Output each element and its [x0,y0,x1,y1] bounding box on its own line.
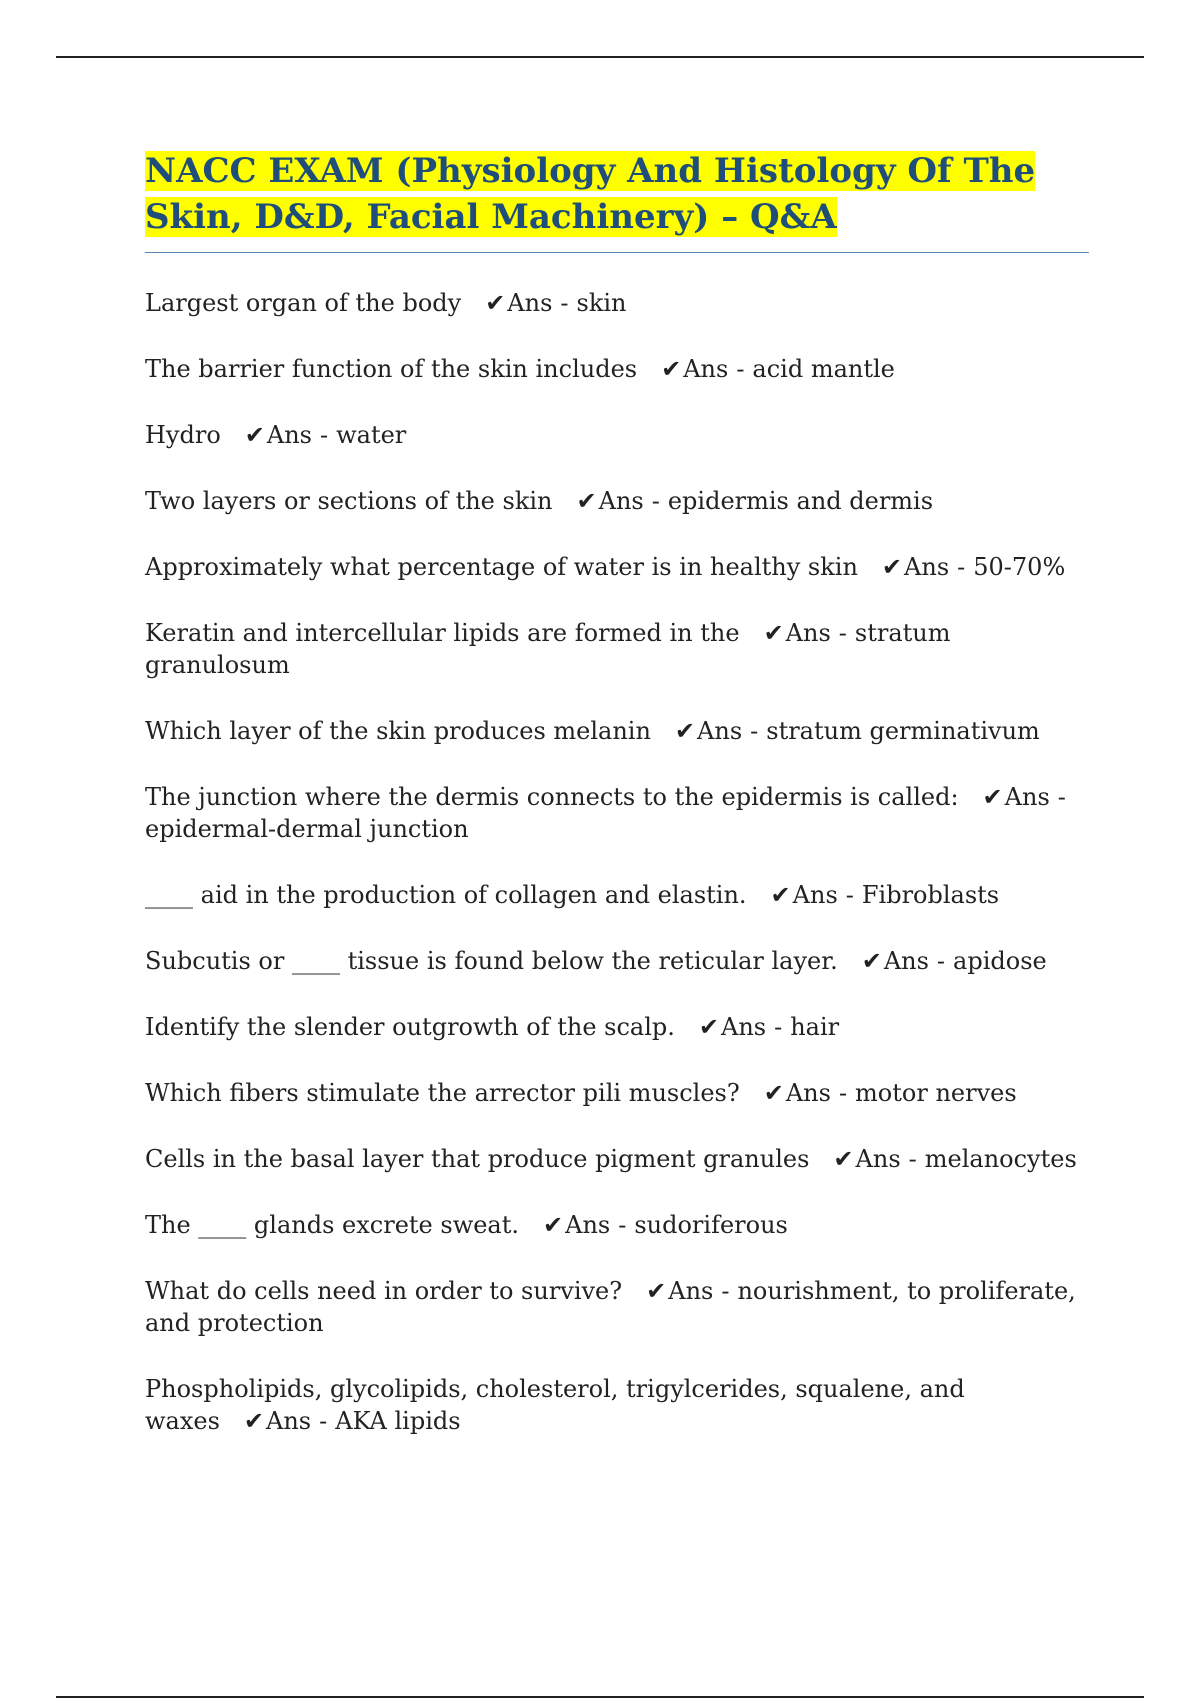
answer-separator: - [560,289,569,317]
qa-item [145,715,1089,747]
qa-item [145,551,1089,583]
checkmark-icon: ✔ [763,1079,784,1107]
answer-label: Ans [266,421,312,449]
checkmark-icon: ✔ [881,553,903,581]
question-text: Subcutis or ____ tissue is found below the reticular layer. [145,947,838,975]
answer-label: Ans [266,1407,312,1435]
answer-label: Ans [697,717,743,745]
question-text: Two layers or sections of the skin [145,487,553,515]
answer-label: Ans [904,553,950,581]
question-text: Largest organ of the body [145,289,462,317]
answer-separator: - [319,1407,328,1435]
question-text: Approximately what percentage of water is in healthy skin [145,553,858,581]
question-text: What do cells need in order to survive? [145,1277,623,1305]
qa-item [145,1209,1089,1241]
answer-text: skin [576,289,627,317]
title-highlight: NACC EXAM (Physiology And Histology Of The Skin, D&D, Facial Machinery) – Q&A [145,151,1036,237]
answer-text: melanocytes [924,1145,1077,1173]
answer-separator: - [736,355,745,383]
question-text: Which fibers stimulate the arrector pili muscles? [145,1079,740,1107]
question-text: Cells in the basal layer that produce pigment granules [145,1145,810,1173]
checkmark-icon: ✔ [244,421,265,449]
answer-label: Ans [855,1145,901,1173]
checkmark-icon: ✔ [770,881,791,909]
answer-separator: - [908,1145,917,1173]
question-text: The barrier function of the skin includes [145,355,638,383]
checkmark-icon: ✔ [543,1211,564,1239]
qa-item [145,879,1089,911]
answer-text: motor nerves [855,1079,1017,1107]
qa-item [145,287,1089,319]
answer-separator: - [774,1013,783,1041]
question-text: The ____ glands excrete sweat. [145,1211,520,1239]
answer-label: Ans [883,947,929,975]
checkmark-icon: ✔ [661,355,682,383]
answer-label: Ans [668,1277,714,1305]
qa-item [145,945,1089,977]
answer-label: Ans [721,1013,767,1041]
answer-text: acid mantle [752,355,895,383]
qa-item [145,1011,1089,1043]
answer-label: Ans [785,619,831,647]
answer-text: epidermal-dermal junction [145,815,469,843]
answer-label: Ans [1004,783,1050,811]
checkmark-icon: ✔ [576,487,597,515]
question-text: ____ aid in the production of collagen and elastin. [145,881,747,909]
qa-item [145,1373,1089,1437]
checkmark-icon: ✔ [982,783,1003,811]
checkmark-icon: ✔ [485,289,506,317]
answer-text: sudoriferous [634,1211,788,1239]
checkmark-icon: ✔ [646,1277,667,1305]
answer-text: water [336,421,407,449]
question-text: Which layer of the skin produces melanin [145,717,651,745]
answer-label: Ans [565,1211,611,1239]
answer-separator: - [721,1277,730,1305]
answer-text: Fibroblasts [861,881,1000,909]
answer-separator: - [936,947,946,975]
top-page-rule [56,56,1144,58]
qa-item [145,1143,1089,1175]
answer-text: hair [790,1013,840,1041]
answer-text: AKA lipids [335,1407,461,1435]
checkmark-icon: ✔ [861,947,882,975]
question-text: Phospholipids, glycolipids, cholesterol, trigylcerides, squalene, and waxes [145,1375,965,1435]
question-text: Identify the slender outgrowth of the scalp. [145,1013,675,1041]
qa-list [145,287,1089,1437]
qa-item [145,1077,1089,1109]
qa-item [145,353,1089,385]
answer-text: nourishment, to proliferate, and protection [145,1277,1076,1337]
title-underline [145,252,1089,253]
question-text: The junction where the dermis connects to the epidermis is called: [145,783,959,811]
checkmark-icon: ✔ [243,1407,265,1435]
answer-separator: - [618,1211,627,1239]
answer-separator: - [838,619,847,647]
checkmark-icon: ✔ [674,717,696,745]
answer-label: Ans [792,881,838,909]
answer-label: Ans [507,289,553,317]
question-text: Keratin and intercellular lipids are formed in the [145,619,740,647]
answer-label: Ans [598,487,644,515]
answer-separator: - [845,881,854,909]
answer-separator: - [320,421,329,449]
answer-separator: - [750,717,759,745]
qa-item [145,617,1089,681]
qa-item [145,1275,1089,1339]
document-body [145,148,1089,1471]
answer-label: Ans [785,1079,831,1107]
answer-text: 50-70% [973,553,1066,581]
qa-item [145,485,1089,517]
question-text: Hydro [145,421,221,449]
qa-item [145,419,1089,451]
qa-item [145,781,1089,845]
answer-text: stratum germinativum [766,717,1040,745]
document-title [145,148,1089,240]
bottom-page-rule [56,1696,1144,1698]
answer-separator: - [1057,783,1066,811]
checkmark-icon: ✔ [833,1145,854,1173]
answer-text: apidose [953,947,1047,975]
answer-separator: - [838,1079,848,1107]
answer-separator: - [957,553,966,581]
checkmark-icon: ✔ [698,1013,719,1041]
checkmark-icon: ✔ [763,619,784,647]
answer-separator: - [651,487,660,515]
answer-label: Ans [683,355,729,383]
answer-text: stratum granulosum [145,619,951,679]
answer-text: epidermis and dermis [667,487,934,515]
